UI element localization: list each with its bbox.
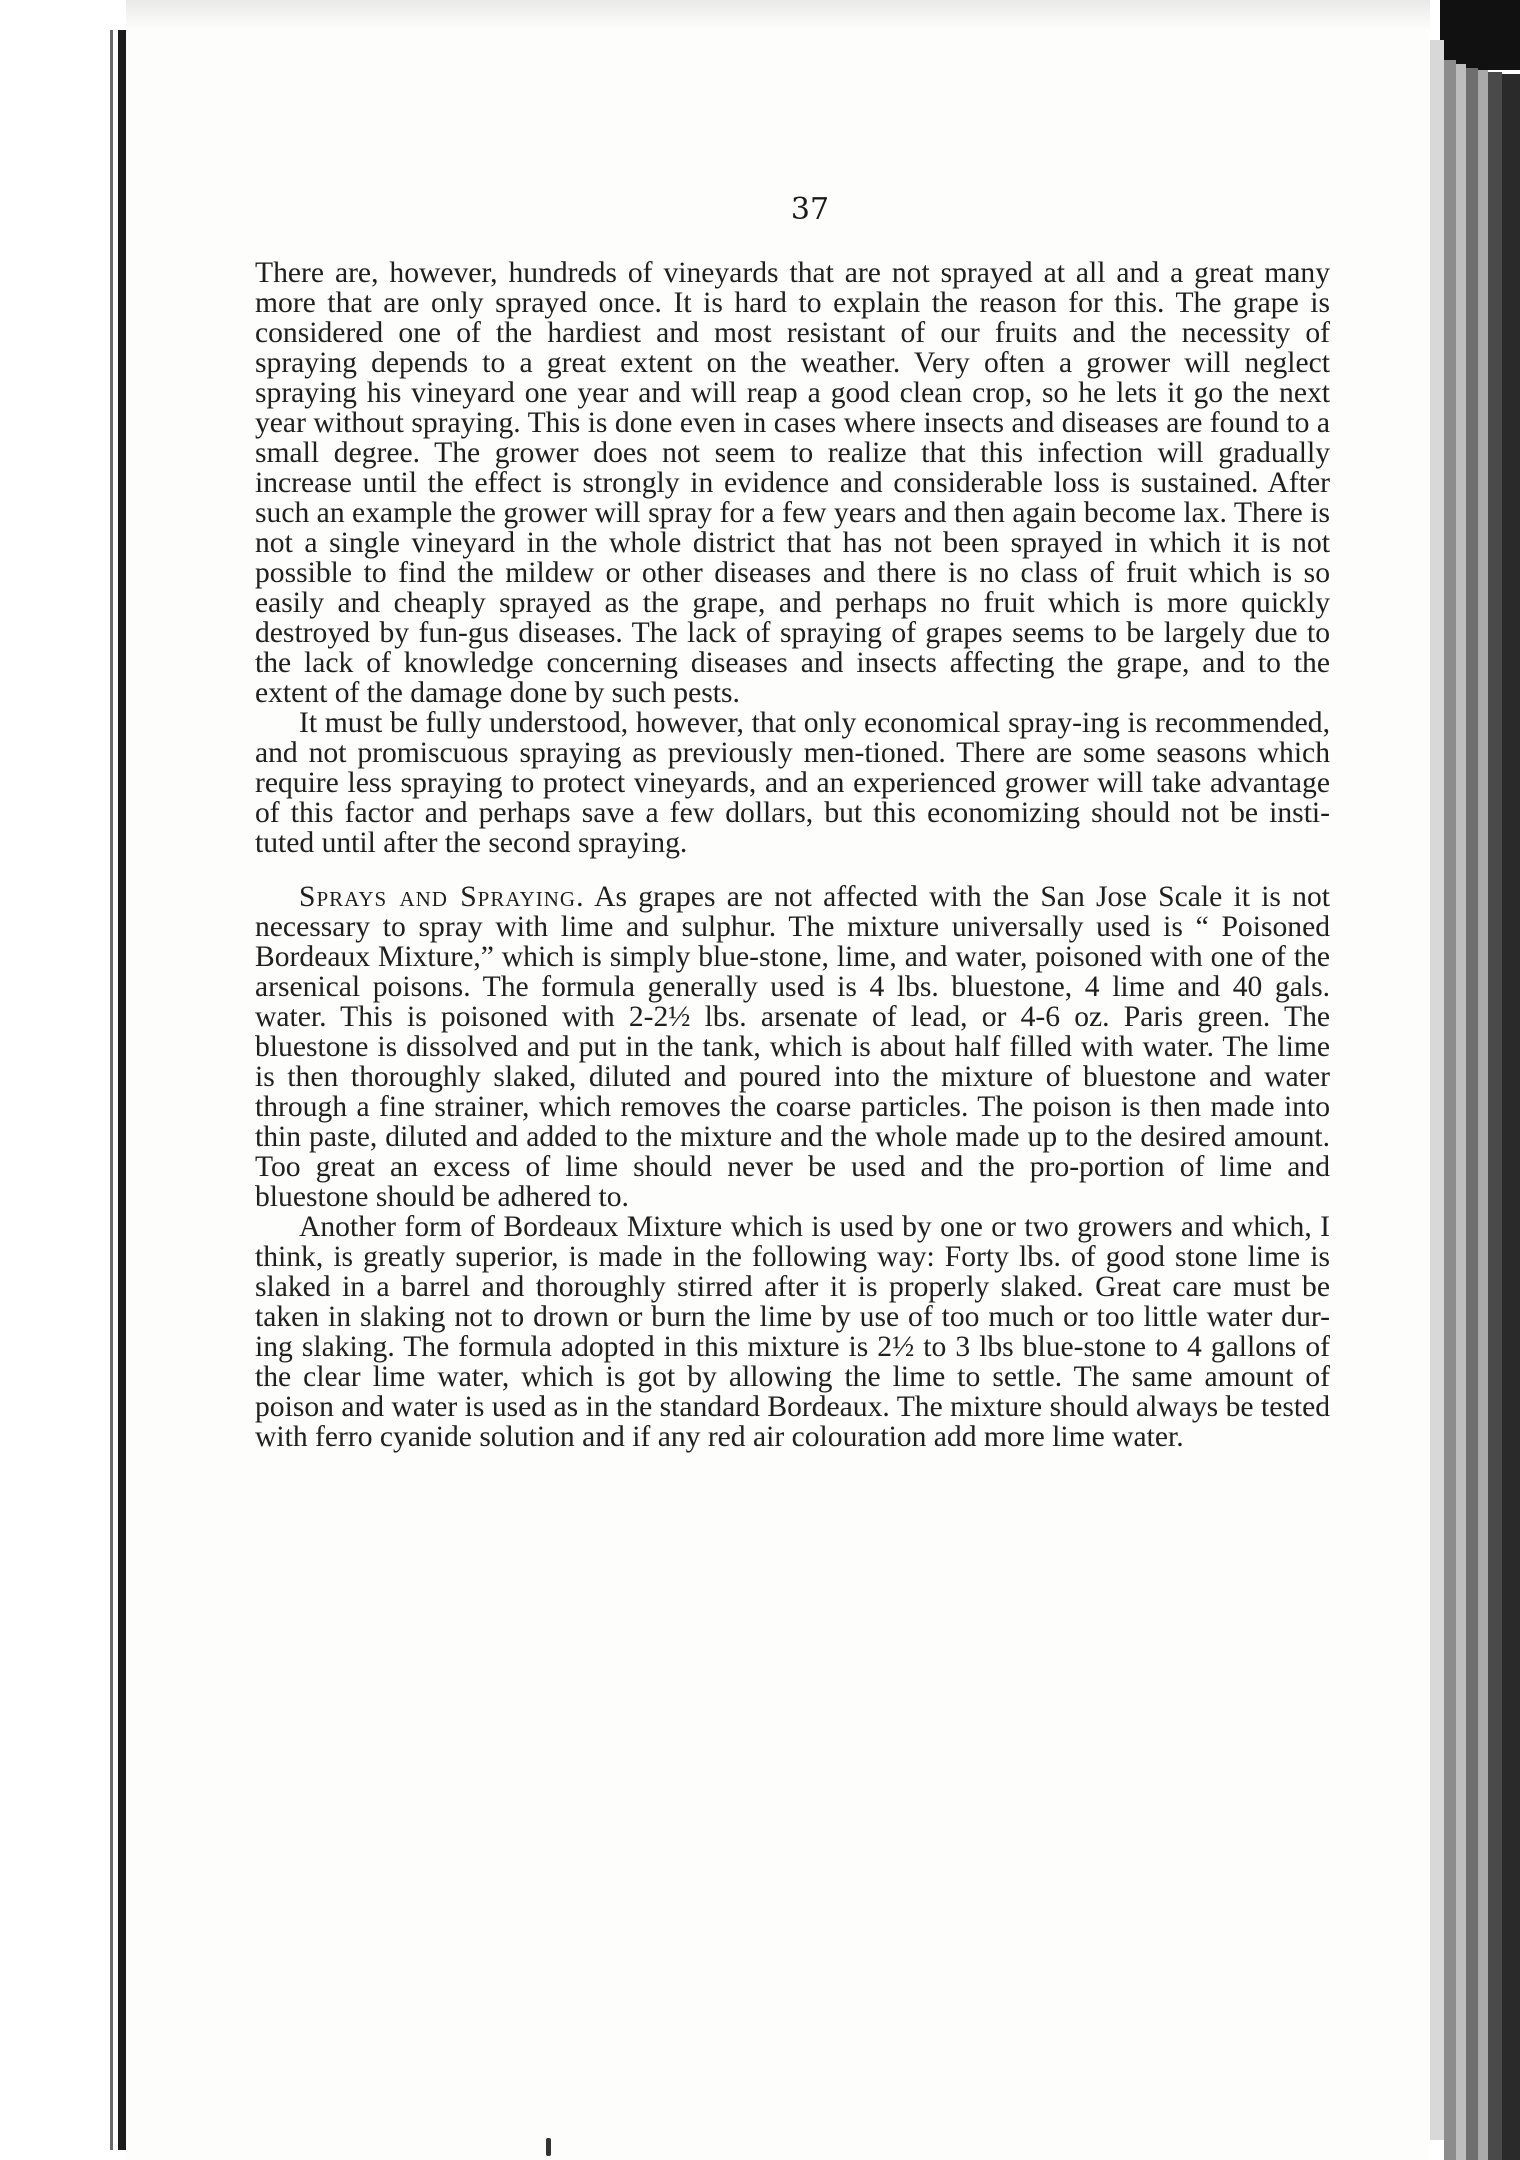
page-edge-strip [1488,72,1502,2160]
page-top-shadow [126,0,1430,30]
section-heading-sprays-and-spraying: Sprays and Spraying. [299,881,585,913]
paragraph-economical-spraying: It must be fully understood, however, that only economical spray-ing is recommended, and not promiscuous spraying as previously men-tioned. There are some seasons which require less spraying to protect vineyards, and an experienced grower will take advantage of this factor and perhaps save a few dollars, but this economizing should not be insti-tuted until after the second spraying. [255,707,1330,859]
paragraph-sprays-and-spraying [255,882,1330,1212]
page-number: 37 [790,192,830,227]
paragraph-vineyards-not-sprayed: There are, however, hundreds of vineyards that are not sprayed at all and a great many more that are only sprayed once. It is hard to explain the reason for this. The grape is considered one of the hardiest and most resistant of our fruits and the necessity of spraying depends to a great extent on the weather. Very often a grower will neglect spraying his vineyard one year and will reap a good clean crop, so he lets it go the next year without spraying. This is done even in cases where insects and diseases are found to a small degree. The grower does not seem to realize that this infection will gradually increase until the effect is strongly in evidence and considerable loss is sustained. After such an example the grower will spray for a few years and then again become lax. There is not a single vineyard in the whole district that has not been sprayed in which it is not possible to find the mildew or other diseases and there is no class of fruit which is so easily and cheaply sprayed as the grape, and perhaps no fruit which is more quickly destroyed by fun-gus diseases. The lack of spraying of grapes seems to be largely due to the lack of knowledge concerning diseases and insects affecting the grape, and to the extent of the damage done by such pests. [255,257,1330,709]
book-gutter [118,30,126,2150]
left-page-edge-shadow [110,30,113,2150]
page-edge-strip [1466,68,1478,2160]
paragraph-bordeaux-mixture: As grapes are not affected with the San Jose Scale it is not necessary to spray with lime and sulphur. The mixture universally used is “ Poisoned Bordeaux Mixture,” which is simply blue-stone, lime, and water, poisoned with one of the arsenical poisons. The formula generally used is 4 lbs. bluestone, 4 lime and 40 gals. water. This is poisoned with 2-2½ lbs. arsenate of lead, or 4-6 oz. Paris green. The bluestone is dissolved and put in the tank, which is about half filled with water. The lime is then thoroughly slaked, diluted and poured into the mixture of bluestone and water through a fine strainer, which removes the coarse particles. The poison is then made into thin paste, diluted and added to the mixture and the whole made up to the desired amount. Too great an excess of lime should never be used and the pro-portion of lime and bluestone should be adhered to. [255,881,1330,1213]
page-edge-strip [1502,74,1520,2160]
scan-speck [546,2138,551,2156]
page-edge-strip [1444,60,1456,2160]
page-edge-strip [1456,64,1466,2160]
body-text [255,258,1330,1452]
left-page-margin [0,0,120,2160]
page-edge-strip [1478,70,1488,2160]
page-edge-strip [1430,40,1444,2140]
paragraph-another-form-bordeaux: Another form of Bordeaux Mixture which is used by one or two growers and which, I think, is greatly superior, is made in the following way: Forty lbs. of good stone lime is slaked in a barrel and thoroughly stirred after it is properly slaked. Great care must be taken in slaking not to drown or burn the lime by use of too much or too little water dur-ing slaking. The formula adopted in this mixture is 2½ to 3 lbs blue-stone to 4 gallons of the clear lime water, which is got by allowing the lime to settle. The same amount of poison and water is used as in the standard Bordeaux. The mixture should always be tested with ferro cyanide solution and if any red air colouration add more lime water. [255,1211,1330,1453]
